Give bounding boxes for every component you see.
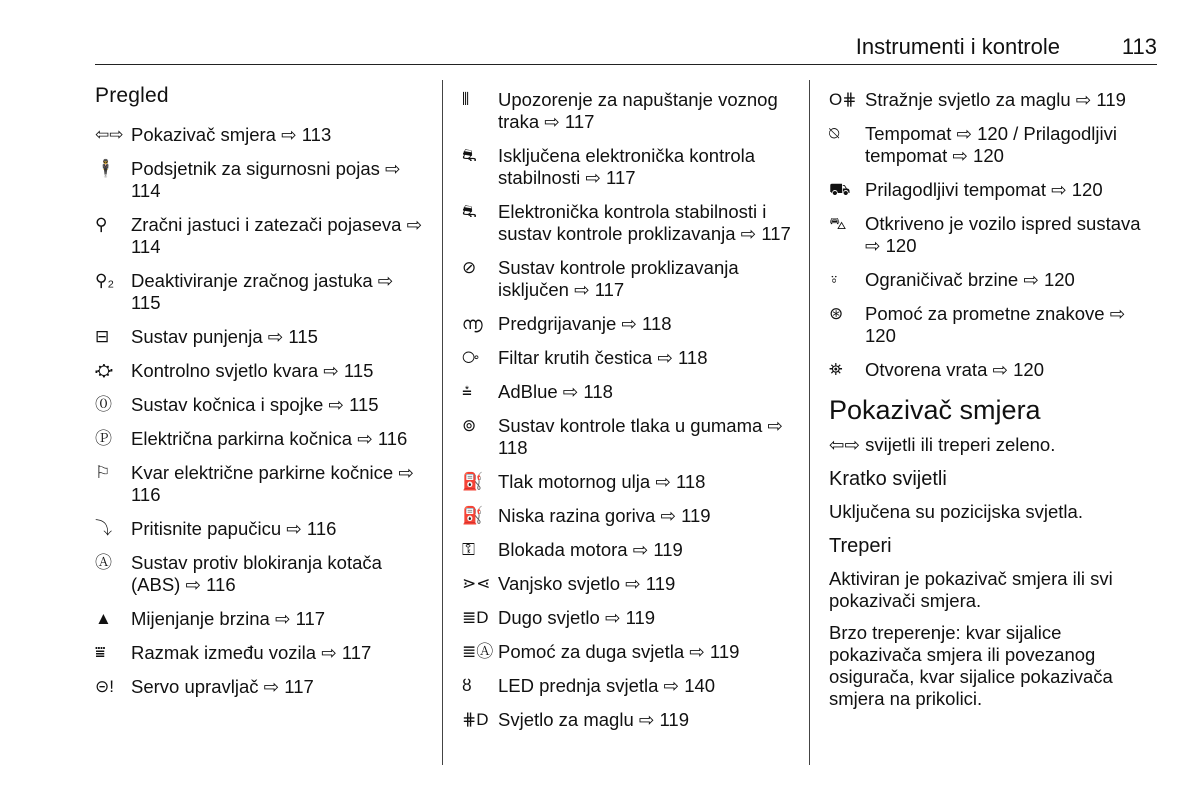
list-item: [95, 124, 425, 146]
list-item-text: Blokada motora ⇨ 119: [498, 539, 683, 560]
list-item-text: Pomoć za duga svjetla ⇨ 119: [498, 641, 740, 662]
column-divider-1: [442, 80, 443, 765]
low-fuel-icon: ⛽: [462, 506, 484, 525]
column-right: [829, 89, 1159, 720]
list-item: [462, 145, 792, 189]
list-item-text: Prilagodljivi tempomat ⇨ 120: [865, 179, 1103, 200]
cruise-control-icon: ⍉: [829, 124, 840, 143]
traffic-sign-icon: ⊛: [829, 304, 844, 323]
list-item-text: Električna parkirna kočnica ⇨ 116: [131, 428, 408, 449]
list-item-text: Vanjsko svjetlo ⇨ 119: [498, 573, 676, 594]
list-item-text: Elektronička kontrola stabilnosti i sustav kontrole proklizavanja ⇨ 117: [498, 201, 791, 244]
list-item: [95, 676, 425, 698]
list-item-text: Sustav protiv blokiranja kotača (ABS) ⇨ 116: [131, 552, 382, 595]
list-item: [462, 573, 792, 595]
paragraph: ⇦⇨ svijetli ili treperi zeleno.: [829, 434, 1056, 455]
list-item-text: Sustav kontrole proklizavanja isključen ⇨ 117: [498, 257, 739, 300]
subheading: Treperi: [829, 535, 892, 557]
column-left: [95, 84, 425, 710]
list-item: [462, 607, 792, 629]
parking-brake-fault-icon: ⚐: [95, 463, 111, 482]
chapter-title: Instrumenti i kontrole: [855, 34, 1060, 59]
list-item-text: Filtar krutih čestica ⇨ 118: [498, 347, 708, 368]
list-item: [462, 415, 792, 459]
list-item-text: Tlak motornog ulja ⇨ 118: [498, 471, 706, 492]
vehicle-ahead-icon: ⛍: [829, 214, 847, 233]
list-item-text: Podsjetnik za sigurnosni pojas ⇨ 114: [131, 158, 401, 201]
section-heading: Pokazivač smjera: [829, 395, 1041, 425]
list-item-text: Isključena elektronička kontrola stabilnosti ⇨ 117: [498, 145, 756, 188]
list-item: [95, 518, 425, 540]
list-item-text: Niska razina goriva ⇨ 119: [498, 505, 711, 526]
speed-limiter-icon: ⍤: [829, 270, 840, 289]
list-item: [462, 201, 792, 245]
list-item: [829, 359, 1159, 381]
list-item-text: Stražnje svjetlo za maglu ⇨ 119: [865, 89, 1126, 110]
list-item-text: Upozorenje za napuštanje voznog traka ⇨ 117: [498, 89, 778, 132]
list-item: [462, 709, 792, 731]
parking-brake-icon: Ⓟ: [95, 429, 112, 448]
list-item: [95, 214, 425, 258]
page-header: [95, 30, 1157, 65]
list-item-text: Predgrijavanje ⇨ 118: [498, 313, 672, 334]
list-item: [829, 89, 1159, 111]
list-item-text: LED prednja svjetla ⇨ 140: [498, 675, 716, 696]
subheading: Kratko svijetli: [829, 468, 947, 490]
list-item: [462, 505, 792, 527]
tire-pressure-icon: ⊚: [462, 416, 477, 435]
list-item: [95, 642, 425, 664]
list-item-text: Pomoć za prometne znakove ⇨ 120: [865, 303, 1126, 346]
adblue-icon: ⩮: [462, 382, 472, 401]
oil-pressure-icon: ⛽: [462, 472, 484, 491]
list-item: [462, 471, 792, 493]
glow-plug-icon: ൬: [462, 314, 483, 333]
list-item-text: Otvorena vrata ⇨ 120: [865, 359, 1045, 380]
immobilizer-icon: ⚿: [462, 540, 475, 559]
exterior-light-icon: ⋗⋖: [462, 574, 491, 593]
list-item-text: Servo upravljač ⇨ 117: [131, 676, 314, 697]
list-item: [462, 257, 792, 301]
list-item-text: Mijenjanje brzina ⇨ 117: [131, 608, 326, 629]
esc-icon: ⛐: [462, 202, 477, 221]
list-item-text: AdBlue ⇨ 118: [498, 381, 613, 402]
list-item-text: Svjetlo za maglu ⇨ 119: [498, 709, 690, 730]
list-item: [95, 360, 425, 382]
list-item: [462, 675, 792, 697]
list-item-text: Ograničivač brzine ⇨ 120: [865, 269, 1075, 290]
high-beam-icon: ≣D: [462, 608, 489, 627]
airbag-off-icon: ⚲₂: [95, 271, 115, 290]
list-item: [829, 303, 1159, 347]
list-item: [95, 552, 425, 596]
list-item: [95, 462, 425, 506]
list-item-text: Razmak između vozila ⇨ 117: [131, 642, 372, 663]
column-divider-2: [809, 80, 810, 765]
list-item: [95, 270, 425, 314]
list-item-text: Otkriveno je vozilo ispred sustava ⇨ 120: [865, 213, 1141, 256]
abs-icon: Ⓐ: [95, 553, 112, 572]
esc-off-icon: ⛐: [462, 146, 477, 165]
list-item: [829, 269, 1159, 291]
list-item-text: Kontrolno svjetlo kvara ⇨ 115: [131, 360, 374, 381]
paragraph: Aktiviran je pokazivač smjera ili svi pokazivači smjera.: [829, 568, 1113, 611]
door-open-icon: ⛯: [829, 360, 843, 379]
list-item: [95, 428, 425, 450]
list-item-text: Sustav punjenja ⇨ 115: [131, 326, 318, 347]
column-middle: [462, 89, 792, 743]
list-item-text: Pritisnite papučicu ⇨ 116: [131, 518, 337, 539]
list-item-text: Sustav kočnica i spojke ⇨ 115: [131, 394, 379, 415]
list-item-text: Pokazivač smjera ⇨ 113: [131, 124, 332, 145]
high-beam-assist-icon: ≣Ⓐ: [462, 642, 494, 661]
following-distance-icon: ⩸: [95, 643, 106, 662]
list-item: [829, 213, 1159, 257]
traction-control-off-icon: ⊘: [462, 258, 477, 277]
list-item: [462, 313, 792, 335]
brake-icon: ⓪: [95, 395, 112, 414]
list-item-text: Zračni jastuci i zatezači pojaseva ⇨ 114: [131, 214, 423, 257]
paragraph: Uključena su pozicijska svjetla.: [829, 501, 1083, 522]
power-steering-icon: ⊝!: [95, 677, 114, 696]
particulate-filter-icon: ⧂: [462, 348, 479, 367]
rear-fog-light-icon: O⋕: [829, 90, 857, 109]
list-item: [462, 347, 792, 369]
battery-icon: ⊟: [95, 327, 110, 346]
list-item-text: Tempomat ⇨ 120 / Prilagodljivi tempomat ⇨ 120: [865, 123, 1117, 166]
adaptive-cruise-icon: ⛟: [829, 180, 851, 199]
list-item: [462, 89, 792, 133]
list-item: [829, 179, 1159, 201]
turn-signal-icon: ⇦⇨: [95, 125, 124, 144]
led-headlight-icon: ȣ: [462, 676, 472, 695]
fog-light-icon: ⋕D: [462, 710, 489, 729]
list-item: [95, 158, 425, 202]
list-item-text: Deaktiviranje zračnog jastuka ⇨ 115: [131, 270, 394, 313]
list-item: [95, 326, 425, 348]
page-number: 113: [1121, 34, 1157, 59]
list-item-text: Dugo svjetlo ⇨ 119: [498, 607, 656, 628]
section-title: Pregled: [95, 84, 169, 107]
list-item: [829, 123, 1159, 167]
airbag-icon: ⚲: [95, 215, 108, 234]
shift-up-icon: ▲: [95, 609, 112, 628]
paragraph: Brzo treperenje: kvar sijalice pokazivača smjera ili povezanog osigurača, kvar sijalice pokazivača smjera na prikolici.: [829, 622, 1113, 709]
list-item: [95, 608, 425, 630]
list-item: [95, 394, 425, 416]
list-item-text: Kvar električne parkirne kočnice ⇨ 116: [131, 462, 414, 505]
lane-departure-icon: ⫴: [462, 90, 470, 109]
seatbelt-icon: 🕴: [95, 159, 117, 178]
list-item: [462, 381, 792, 403]
list-item-text: Sustav kontrole tlaka u gumama ⇨ 118: [498, 415, 783, 458]
engine-icon: ⛮: [95, 361, 113, 380]
list-item: [462, 539, 792, 561]
pedal-icon: ⤵: [95, 519, 112, 538]
list-item: [462, 641, 792, 663]
